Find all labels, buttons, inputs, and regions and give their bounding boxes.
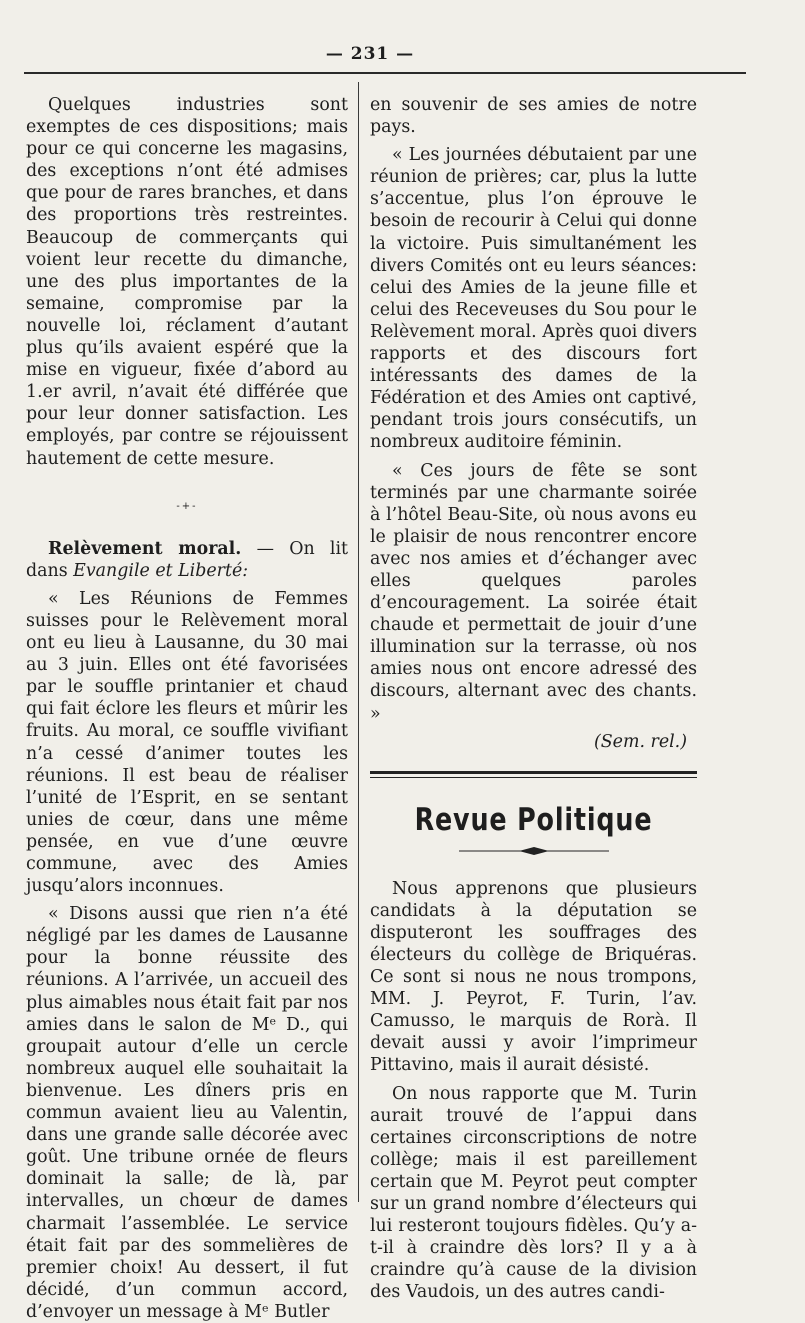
- section-title: Revue Politique: [414, 801, 653, 838]
- left-column: [26, 94, 348, 1323]
- column-divider: [358, 82, 359, 1202]
- paragraph-reunions: « Les Réunions de Femmes suisses pour le Relèvement moral ont eu lieu à Lausanne, du 30 mai au 3 juin. Elles ont été favorisées par le souffle printanier et chaud qui fait éclore les fleurs et mûrir les fruits. Au moral, ce souffle vivifiant n’a cessé d’animer toutes les réunions. Il est beau de réaliser l’unité de l’Esprit, en se sentant unies de cœur, dans une même pensée, en vue d’une œuvre commune, avec des Amies jusqu’alors inconnues.: [26, 588, 348, 897]
- paragraph-candidats: Nous apprenons que plusieurs candidats à la députation se disputeront les souffrages des électeurs du collège de Briquéras. Ce sont si nous ne nous trompons, MM. J. Peyrot, F. Turin, l’av. Camusso, le marquis de Rorà. Il devait aussi y avoir l’imprimeur Pittavino, mais il aurait désisté.: [370, 878, 697, 1076]
- paragraph-industries: Quelques industries sont exemptes de ces dispositions; mais pour ce qui concerne les magasins, des exceptions n’ont été admises que pour de rares branches, et dans des proportions très restreintes. Beaucoup de commerçants qui voient leur recette du dimanche, une des plus importantes de la semaine, compromise par la nouvelle loi, réclament d’autant plus qu’ils avaient espéré que la mise en vigueur, fixée d’abord au 1.er avril, n’avait été différée que pour leur donner satisfaction. Les employés, par contre se réjouissent hautement de cette mesure.: [26, 95, 348, 469]
- paragraph-lausanne: « Disons aussi que rien n’a été négligé par les dames de Lausanne pour la bonne réussite des réunions. A l’arrivée, un accueil des plus aimables nous était fait par nos amies dans le salon de Mᵉ D., qui groupait autour d’elle un cercle nombreux auquel elle souhaitait la bienvenue. Les dîners pris en commun avaient lieu au Valentin, dans une grande salle décorée avec goût. Une tribune ornée de fleurs dominait la salle; de là, par intervalles, un chœur de dames charmait l’assemblée. Le service était fait par des sommelières de premier choix! Au dessert, il fut décidé, d’un commun accord, d’envoyer un message à Mᵉ Butler: [26, 904, 348, 1322]
- paragraph-turin: On nous rapporte que M. Turin aurait trouvé de l’appui dans certaines circonscriptions de notre collège; mais il est pareillement certain que M. Peyrot peut compter sur un grand nombre d’électeurs qui lui resteront toujours fidèles. Qu’y a-t-il à craindre dès lors? Il y a à craindre qu’à cause de la division des Vaudois, un des autres candi-: [370, 1083, 697, 1303]
- page-number: — 231 —: [325, 44, 415, 64]
- article-source: Evangile et Liberté:: [73, 560, 249, 581]
- article-heading: [26, 538, 348, 582]
- article-lead: Relèvement moral.: [48, 538, 242, 559]
- section-rule: [370, 771, 697, 778]
- header-rule: [24, 72, 746, 74]
- ornament-divider: [459, 846, 609, 856]
- right-column: [370, 94, 697, 1304]
- paragraph-fete: « Ces jours de fête se sont terminés par une charmante soirée à l’hôtel Beau-Site, où nous avons eu le plaisir de nous rencontrer encore avec nos amies et d’échanger avec elles quelques paroles d’encouragement. La soirée était chaude et permettait de jouir d’une illumination sur la terrasse, où nos amies nous ont encore adressé des discours, alternant avec des chants. »: [370, 460, 697, 724]
- paragraph-souvenir: en souvenir de ses amies de notre pays.: [370, 95, 697, 138]
- paragraph-journees: « Les journées débutaient par une réunion de prières; car, plus la lutte s’accentue, plus l’on éprouve le besoin de recourir à Celui qui donne la victoire. Puis simultanément les divers Comités ont eu leurs séances: celui des Amies de la jeune fille et celui des Receveuses du Sou pour le Relèvement moral. Après quoi divers rapports et des discours fort intéressants des dames de la Fédération et des Amies ont captivé, pendant trois jours consécutifs, un nombreux auditoire féminin.: [370, 145, 697, 453]
- source-credit: (Sem. rel.): [593, 731, 687, 752]
- article-intro: — On lit dans: [26, 538, 349, 581]
- separator-mark: -+-: [176, 500, 198, 512]
